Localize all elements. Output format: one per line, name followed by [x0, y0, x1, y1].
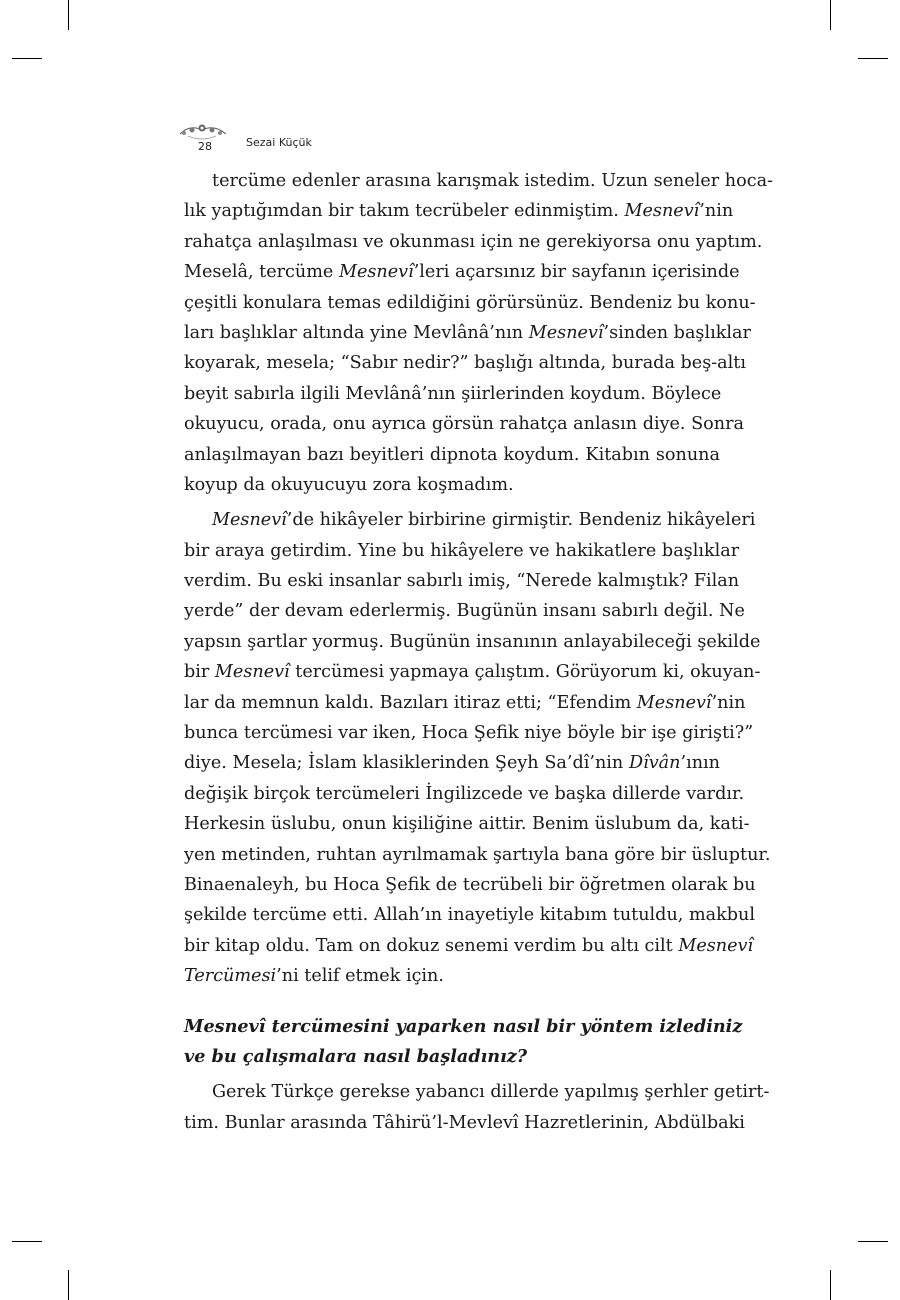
italic-title: Mesnevî — [636, 692, 712, 713]
italic-title: Mesnevî — [212, 510, 287, 531]
italic-title: Dîvân — [628, 753, 681, 774]
text-line: koyup da okuyucuyu zora koşmadım. — [184, 474, 514, 495]
running-head: Sezai Küçük — [246, 136, 312, 149]
text-line: Herkesin üslubu, onun kişiliğine aittir. Benim üslubum da, kati- — [184, 814, 750, 835]
text-line: Tercümesi’ni telif etmek için. — [184, 966, 444, 987]
italic-title: Mesnevî — [338, 262, 414, 283]
text-line: bir Mesnevî tercümesi yapmaya çalıştım. Görüyorum ki, okuyan- — [184, 662, 761, 683]
text-line: bir kitap oldu. Tam on dokuz senemi verdim bu altı cilt Mesnevî — [184, 935, 754, 956]
italic-title: Mesnevî — [214, 662, 290, 683]
text-line: Mesnevî’de hikâyeler birbirine girmiştir. Bendeniz hikâyeleri — [212, 510, 756, 531]
text-line: lar da memnun kaldı. Bazıları itiraz etti; “Efendim Mesnevî’nin — [184, 692, 746, 713]
crop-mark — [12, 58, 42, 59]
interview-question — [184, 1012, 743, 1073]
text-line: okuyucu, orada, onu ayrıca görsün rahatça anlasın diye. Sonra — [184, 414, 744, 435]
text-line: koyarak, mesela; “Sabır nedir?” başlığı altında, burada beş-altı — [184, 353, 746, 374]
page-header — [178, 120, 578, 160]
text-line: diye. Mesela; İslam klasiklerinden Şeyh Sa’dî’nin Dîvân’ının — [184, 753, 720, 774]
answer-paragraph — [184, 1077, 770, 1138]
italic-title: Tercümesi — [184, 966, 277, 987]
crop-mark — [68, 0, 69, 30]
italic-title: Mesnevî — [624, 201, 700, 222]
crop-mark — [830, 0, 831, 30]
text-line: anlaşılmayan bazı beyitleri dipnota koydum. Kitabın sonuna — [184, 444, 720, 465]
text-line: şekilde tercüme etti. Allah’ın inayetiyle kitabım tutuldu, makbul — [184, 905, 756, 926]
answer-line: tim. Bunlar arasında Tâhirü’l-Mevlevî Hazretlerinin, Abdülbaki — [184, 1112, 745, 1133]
italic-title: Mesnevî — [678, 935, 754, 956]
text-line: yerde” der devam ederlermiş. Bugünün insanı sabırlı değil. Ne — [184, 601, 745, 622]
body-text — [184, 166, 774, 1138]
text-line: değişik birçok tercümeleri İngilizcede ve başka dillerde vardır. — [184, 783, 745, 804]
question-line: Mesnevî tercümesini yaparken nasıl bir yöntem izlediniz — [184, 1015, 743, 1037]
italic-title: Mesnevî — [528, 322, 604, 343]
text-line: bir araya getirdim. Yine bu hikâyelere ve hakikatlere başlıklar — [184, 540, 740, 561]
text-line: Meselâ, tercüme Mesnevî’leri açarsınız bir sayfanın içerisinde — [184, 262, 740, 283]
text-line: verdim. Bu eski insanlar sabırlı imiş, “Nerede kalmıştık? Filan — [184, 571, 740, 592]
text-line: beyit sabırla ilgili Mevlânâ’nın şiirlerinden koydum. Böylece — [184, 383, 722, 404]
page-number: 28 — [198, 140, 212, 153]
text-line: rahatça anlaşılması ve okunması için ne gerekiyorsa onu yaptım. — [184, 231, 763, 252]
text-line: yen metinden, ruhtan ayrılmamak şartıyla bana göre bir üsluptur. — [184, 844, 771, 865]
paragraph — [184, 505, 771, 991]
text-line: ları başlıklar altında yine Mevlânâ’nın Mesnevî’sinden başlıklar — [184, 322, 751, 343]
text-line: bunca tercümesi var iken, Hoca Şefik niye böyle bir işe girişti?” — [184, 723, 754, 744]
crop-mark — [830, 1270, 831, 1300]
text-line: tercüme edenler arasına karışmak istedim. Uzun seneler hoca- — [212, 171, 774, 191]
text-line: Binaenaleyh, bu Hoca Şefik de tecrübeli bir öğretmen olarak bu — [184, 874, 756, 895]
text-line: çeşitli konulara temas edildiğini görürsünüz. Bendeniz bu konu- — [184, 292, 756, 313]
paragraph — [184, 166, 774, 500]
answer-line: Gerek Türkçe gerekse yabancı dillerde yapılmış şerhler getirt- — [212, 1082, 770, 1103]
crop-mark — [12, 1241, 42, 1242]
crop-mark — [858, 58, 888, 59]
text-line: yapsın şartlar yormuş. Bugünün insanının anlayabileceği şekilde — [184, 631, 761, 652]
question-line: ve bu çalışmalara nasıl başladınız? — [184, 1045, 528, 1067]
crop-mark — [68, 1270, 69, 1300]
text-line: lık yaptığımdan bir takım tecrübeler edinmiştim. Mesnevî’nin — [184, 201, 734, 222]
crop-mark — [858, 1241, 888, 1242]
